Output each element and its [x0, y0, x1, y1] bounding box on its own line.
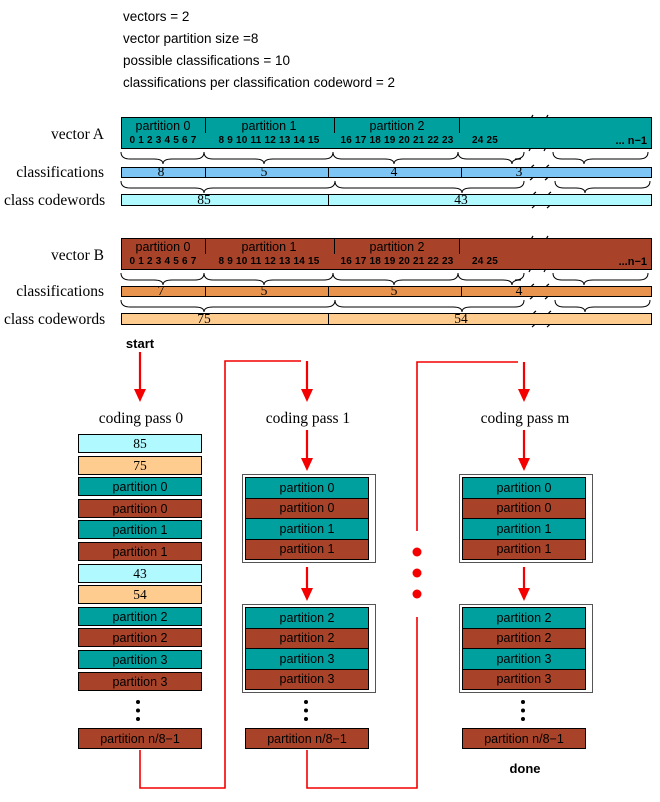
pass-row: 85	[78, 434, 202, 453]
pass-row: partition 0	[245, 498, 369, 520]
partition-brace	[121, 152, 204, 164]
pass-row: partition 0	[78, 499, 202, 518]
vertical-ellipsis	[521, 717, 525, 721]
class-codewords-a-label: class codewords	[4, 192, 106, 209]
vector-b-label: vector B	[51, 247, 104, 264]
index-labels: 8 9 10 11 12 13 14 15	[218, 256, 320, 267]
codeword-value: 85	[197, 192, 211, 207]
pass-tail-box: partition n/8−1	[462, 728, 586, 749]
passm-group1-arrow-head	[518, 458, 530, 471]
pass-row: partition 2	[78, 628, 202, 647]
codeword-brace	[555, 300, 650, 312]
pass-row: partition 0	[462, 477, 586, 499]
partition-divider	[334, 239, 335, 254]
partition-label: partition 2	[369, 240, 425, 254]
classification-value: 4	[390, 164, 398, 179]
codeword-value: 75	[197, 311, 211, 326]
index-labels: 24 25	[471, 135, 499, 146]
pass-row: partition 0	[462, 498, 586, 520]
partition-divider	[205, 239, 206, 254]
more-passes-dots	[413, 569, 422, 578]
vertical-ellipsis	[304, 717, 308, 721]
classifications-b-label: classifications	[16, 283, 104, 300]
pass-row: partition 3	[78, 672, 202, 691]
partition-divider	[459, 239, 460, 254]
vector-b-bar	[121, 238, 652, 270]
pass-row: 54	[78, 585, 202, 604]
partition-divider	[205, 118, 206, 133]
classification-divider	[461, 168, 462, 177]
pass-row: partition 1	[245, 518, 369, 540]
more-passes-dots	[413, 590, 422, 599]
partition-brace	[553, 273, 648, 285]
classification-divider	[205, 168, 206, 177]
partition-label: partition 0	[135, 240, 191, 254]
classification-value: 3	[515, 164, 523, 179]
pass-row-group	[242, 474, 376, 563]
coding-pass-m-title: coding pass m	[480, 410, 570, 427]
pass-row: partition 1	[462, 539, 586, 561]
header-line: classifications per classification codeword = 2	[123, 75, 396, 90]
partition-brace	[333, 152, 458, 164]
vector-tail-label: ... n−1	[615, 135, 647, 147]
header-line: vectors = 2	[123, 9, 190, 24]
start-arrow-head	[134, 389, 146, 402]
pass-row: 43	[78, 564, 202, 583]
pass-row: partition 3	[78, 650, 202, 669]
pass-row: partition 2	[245, 607, 369, 629]
classification-value: 5	[260, 164, 268, 179]
vertical-ellipsis	[521, 709, 525, 713]
pass-tail-box: partition n/8−1	[245, 728, 369, 749]
header-line: vector partition size =8	[123, 31, 259, 46]
pass-row: partition 2	[78, 607, 202, 626]
partition-brace	[204, 273, 333, 285]
codeword-brace	[555, 181, 650, 193]
codeword-value: 43	[454, 192, 468, 207]
pass-row: partition 0	[78, 477, 202, 496]
pass1-group2-arrow-head	[301, 588, 313, 601]
pass1-entry-arrow-head	[301, 389, 313, 402]
coding-pass-0-title: coding pass 0	[98, 410, 184, 427]
codeword-brace	[121, 300, 335, 312]
codeword-divider	[328, 314, 329, 324]
pass-row: 75	[78, 456, 202, 475]
pass-row-group	[459, 604, 593, 693]
vector-a-bar	[121, 117, 652, 149]
classifications-b-bar	[121, 283, 652, 298]
passm-entry-arrow-head	[518, 389, 530, 402]
index-labels: 0 1 2 3 4 5 6 7	[129, 135, 197, 146]
classifications-a-bar	[121, 164, 652, 179]
classifications-a-label: classifications	[16, 164, 104, 181]
partition-brace	[553, 152, 648, 164]
pass-row: partition 1	[78, 542, 202, 561]
classification-value: 5	[390, 283, 398, 298]
pass-row-group	[459, 474, 593, 563]
codeword-divider	[328, 195, 329, 205]
pass-row: partition 1	[78, 520, 202, 539]
codeword-value: 54	[454, 311, 468, 326]
vertical-ellipsis	[136, 700, 140, 704]
class-codewords-b-label: class codewords	[4, 311, 106, 328]
pass-row: partition 3	[462, 648, 586, 670]
partition-label: partition 1	[241, 240, 297, 254]
pass-row: partition 2	[462, 628, 586, 650]
index-labels: 16 17 18 19 20 21 22 23	[340, 135, 454, 146]
index-labels: 0 1 2 3 4 5 6 7	[129, 256, 197, 267]
vertical-ellipsis	[521, 700, 525, 704]
pass-row: partition 3	[462, 669, 586, 691]
coding-pass-1-title: coding pass 1	[265, 410, 351, 427]
classification-divider	[328, 287, 329, 296]
pass-row: partition 2	[462, 607, 586, 629]
vertical-ellipsis	[136, 717, 140, 721]
codeword-brace	[121, 181, 335, 193]
start-label: start	[125, 336, 155, 351]
vertical-ellipsis	[136, 709, 140, 713]
classification-value: 7	[157, 283, 165, 298]
classification-divider	[205, 287, 206, 296]
partition-brace	[204, 152, 333, 164]
passm-group2-arrow-head	[518, 588, 530, 601]
partition-label: partition 2	[369, 119, 425, 133]
pass-tail-box: partition n/8−1	[78, 728, 202, 749]
vertical-ellipsis	[304, 700, 308, 704]
partition-divider	[334, 118, 335, 133]
pass-row: partition 3	[245, 669, 369, 691]
index-labels: 16 17 18 19 20 21 22 23	[340, 256, 454, 267]
pass-row: partition 1	[462, 518, 586, 540]
vertical-ellipsis	[304, 709, 308, 713]
pass1-group1-arrow-head	[301, 458, 313, 471]
pass-row-group	[242, 604, 376, 693]
codeword-brace	[335, 181, 524, 193]
index-labels: 8 9 10 11 12 13 14 15	[218, 135, 320, 146]
classification-value: 4	[515, 283, 523, 298]
more-passes-dots	[413, 548, 422, 557]
classification-value: 5	[260, 283, 268, 298]
pass-row: partition 2	[245, 628, 369, 650]
vector-tail-label: ...n−1	[618, 256, 647, 268]
partition-label: partition 0	[135, 119, 191, 133]
partition-divider	[459, 118, 460, 133]
partition-brace	[458, 152, 524, 164]
classification-value: 8	[157, 164, 165, 179]
pass-row: partition 3	[245, 648, 369, 670]
done-label: done	[509, 761, 541, 776]
classification-divider	[328, 168, 329, 177]
pass-row: partition 0	[245, 477, 369, 499]
header-line: possible classifications = 10	[123, 53, 290, 68]
partition-brace	[458, 273, 524, 285]
classification-divider	[461, 287, 462, 296]
vector-a-label: vector A	[51, 126, 104, 143]
pass-row: partition 1	[245, 539, 369, 561]
codeword-brace	[335, 300, 524, 312]
index-labels: 24 25	[471, 256, 499, 267]
partition-label: partition 1	[241, 119, 297, 133]
